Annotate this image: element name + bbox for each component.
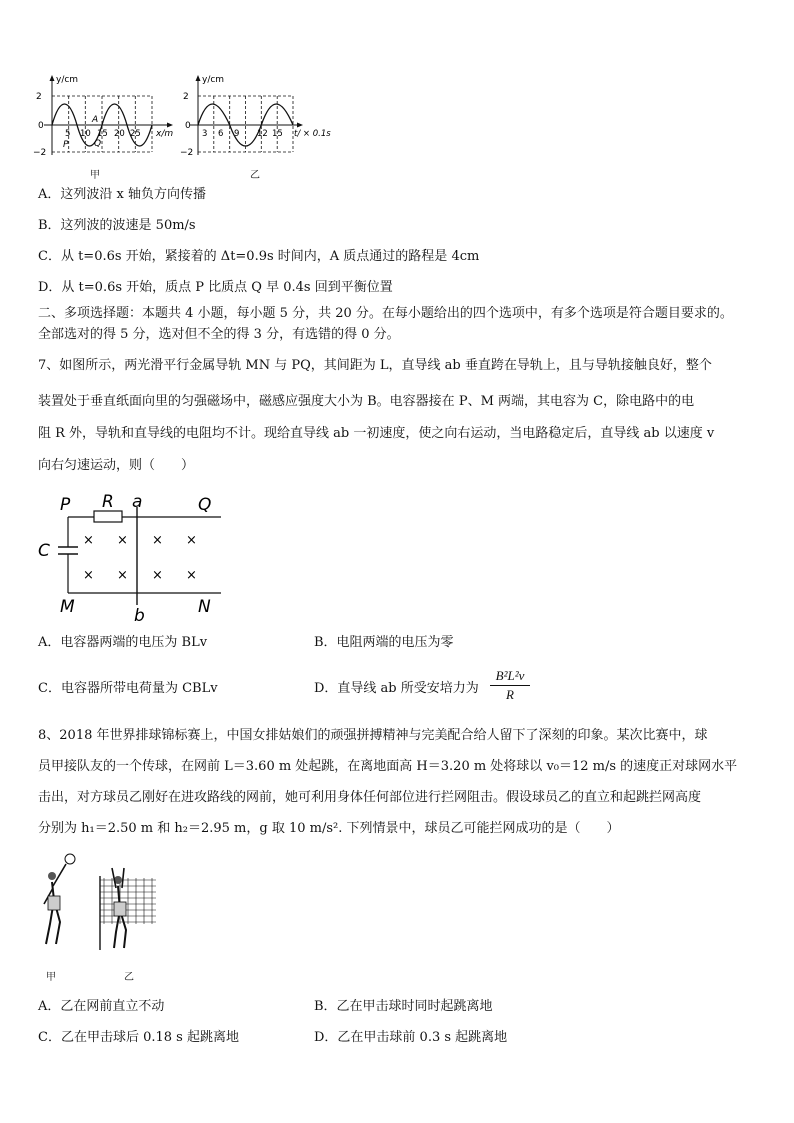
q6-option-d: D．从 t=0.6s 开始，质点 P 比质点 Q 早 0.4s 回到平衡位置 [38, 280, 393, 295]
wave-figure-right [180, 70, 340, 182]
q6-option-b: B．这列波的波速是 50m/s [38, 218, 196, 233]
q7-option-d [314, 680, 479, 698]
left-y-tick: 0 [38, 121, 44, 131]
q7-option-b: B．电阻两端的电压为零 [314, 635, 454, 650]
q7-circuit-figure [36, 490, 236, 625]
label-c: C [38, 541, 50, 561]
left-x-tick: 10 [80, 129, 91, 139]
q8-stem-1: 8、2018 年世界排球锦标赛上，中国女排姑娘们的顽强拼搏精神与完美配合给人留下了深刻的印象。某次比赛中，球 [38, 728, 708, 743]
section2-instructions-1: 二、多项选择题：本题共 4 小题，每小题 5 分，共 20 分。在每小题给出的四个选项中，有多个选项是符合题目要求的。 [38, 306, 733, 321]
label-b: b [134, 606, 145, 625]
q8-figure-caption-yi: 乙 [124, 972, 134, 983]
fraction-denominator: R [506, 687, 514, 702]
label-r: R [102, 492, 114, 512]
left-y-tick: −2 [33, 148, 47, 158]
field-cross: × [152, 533, 163, 548]
q8-option-d: D．乙在甲击球前 0.3 s 起跳离地 [314, 1030, 508, 1045]
label-a: a [132, 492, 143, 512]
right-y-label: y/cm [202, 75, 225, 85]
q7-stem-2: 装置处于垂直纸面向里的匀强磁场中，磁感应强度大小为 B。电容器接在 P、M 两端，其电容为 C，除电路中的电 [38, 394, 695, 409]
label-n: N [198, 597, 211, 617]
section2-instructions-2: 全部选对的得 5 分，选对但不全的得 3 分，有选错的得 0 分。 [38, 327, 400, 342]
label-p: P [60, 495, 71, 515]
field-cross: × [83, 533, 94, 548]
field-cross: × [152, 568, 163, 583]
q6-option-c: C．从 t=0.6s 开始，紧接着的 Δt=0.9s 时间内，A 质点通过的路程是 4cm [38, 249, 480, 264]
left-x-tick: 15 [97, 129, 108, 139]
right-y-tick: −2 [180, 148, 194, 158]
q7-stem-4: 向右匀速运动，则（ ） [38, 458, 195, 473]
point-q-label: Q [94, 139, 102, 149]
volleyball-figure [34, 852, 164, 982]
q8-option-c: C．乙在甲击球后 0.18 s 起跳离地 [38, 1030, 239, 1045]
point-p-label: P [63, 140, 69, 150]
q7-option-d-prefix: D．直导线 ab 所受安培力为 [314, 681, 479, 696]
q7-stem-1: 7、如图所示，两光滑平行金属导轨 MN 与 PQ，其间距为 L，直导线 ab 垂直跨在导轨上，且与导轨接触良好，整个 [38, 358, 712, 373]
q7-option-a: A．电容器两端的电压为 BLv [38, 635, 208, 650]
q8-option-a: A．乙在网前直立不动 [38, 999, 165, 1014]
label-q: Q [198, 495, 212, 515]
q8-figure-caption-jia: 甲 [46, 972, 56, 983]
field-cross: × [83, 568, 94, 583]
right-y-tick: 0 [185, 121, 191, 131]
right-x-tick: 9 [234, 129, 240, 139]
left-figure-caption: 甲 [90, 170, 100, 181]
right-x-tick: 15 [272, 129, 283, 139]
right-x-tick: 3 [202, 129, 208, 139]
right-x-tick: 6 [218, 129, 224, 139]
q6-option-a: A．这列波沿 x 轴负方向传播 [38, 187, 206, 202]
wave-figure-left [30, 70, 180, 182]
q8-option-b: B．乙在甲击球时同时起跳离地 [314, 999, 493, 1014]
left-y-label: y/cm [56, 75, 79, 85]
fraction-numerator: B²L²v [495, 668, 525, 683]
right-figure-caption: 乙 [250, 170, 260, 181]
q8-stem-4: 分别为 h₁＝2.50 m 和 h₂＝2.95 m，g 取 10 m/s². 下列情景中，球员乙可能拦网成功的是（ ） [38, 821, 620, 836]
q8-stem-3: 击出，对方球员乙刚好在进攻路线的网前，她可利用身体任何部位进行拦网阻击。假设球员乙的直立和起跳拦网高度 [38, 790, 702, 805]
field-cross: × [117, 568, 128, 583]
label-m: M [60, 597, 75, 617]
field-cross: × [186, 568, 197, 583]
q7-option-c: C．电容器所带电荷量为 CBLv [38, 681, 218, 696]
left-x-tick: 25 [130, 129, 141, 139]
left-x-tick: 20 [114, 129, 125, 139]
right-x-tick: 12 [257, 129, 268, 139]
left-x-tick: 5 [65, 129, 71, 139]
left-x-label: x/m [156, 129, 174, 139]
left-y-tick: 2 [36, 92, 42, 102]
field-cross: × [186, 533, 197, 548]
q7-stem-3: 阻 R 外，导轨和直导线的电阻均不计。现给直导线 ab 一初速度，使之向右运动，当电路稳定后，直导线 ab 以速度 v [38, 426, 715, 441]
right-x-label: t/ × 0.1s [294, 129, 331, 139]
q7-option-d-fraction [488, 667, 532, 703]
right-y-tick: 2 [183, 92, 189, 102]
q8-stem-2: 员甲接队友的一个传球，在网前 L＝3.60 m 处起跳，在离地面高 H＝3.20 m 处将球以 v₀＝12 m/s 的速度正对球网水平 [38, 759, 738, 774]
point-a-label: A [92, 115, 99, 125]
field-cross: × [117, 533, 128, 548]
